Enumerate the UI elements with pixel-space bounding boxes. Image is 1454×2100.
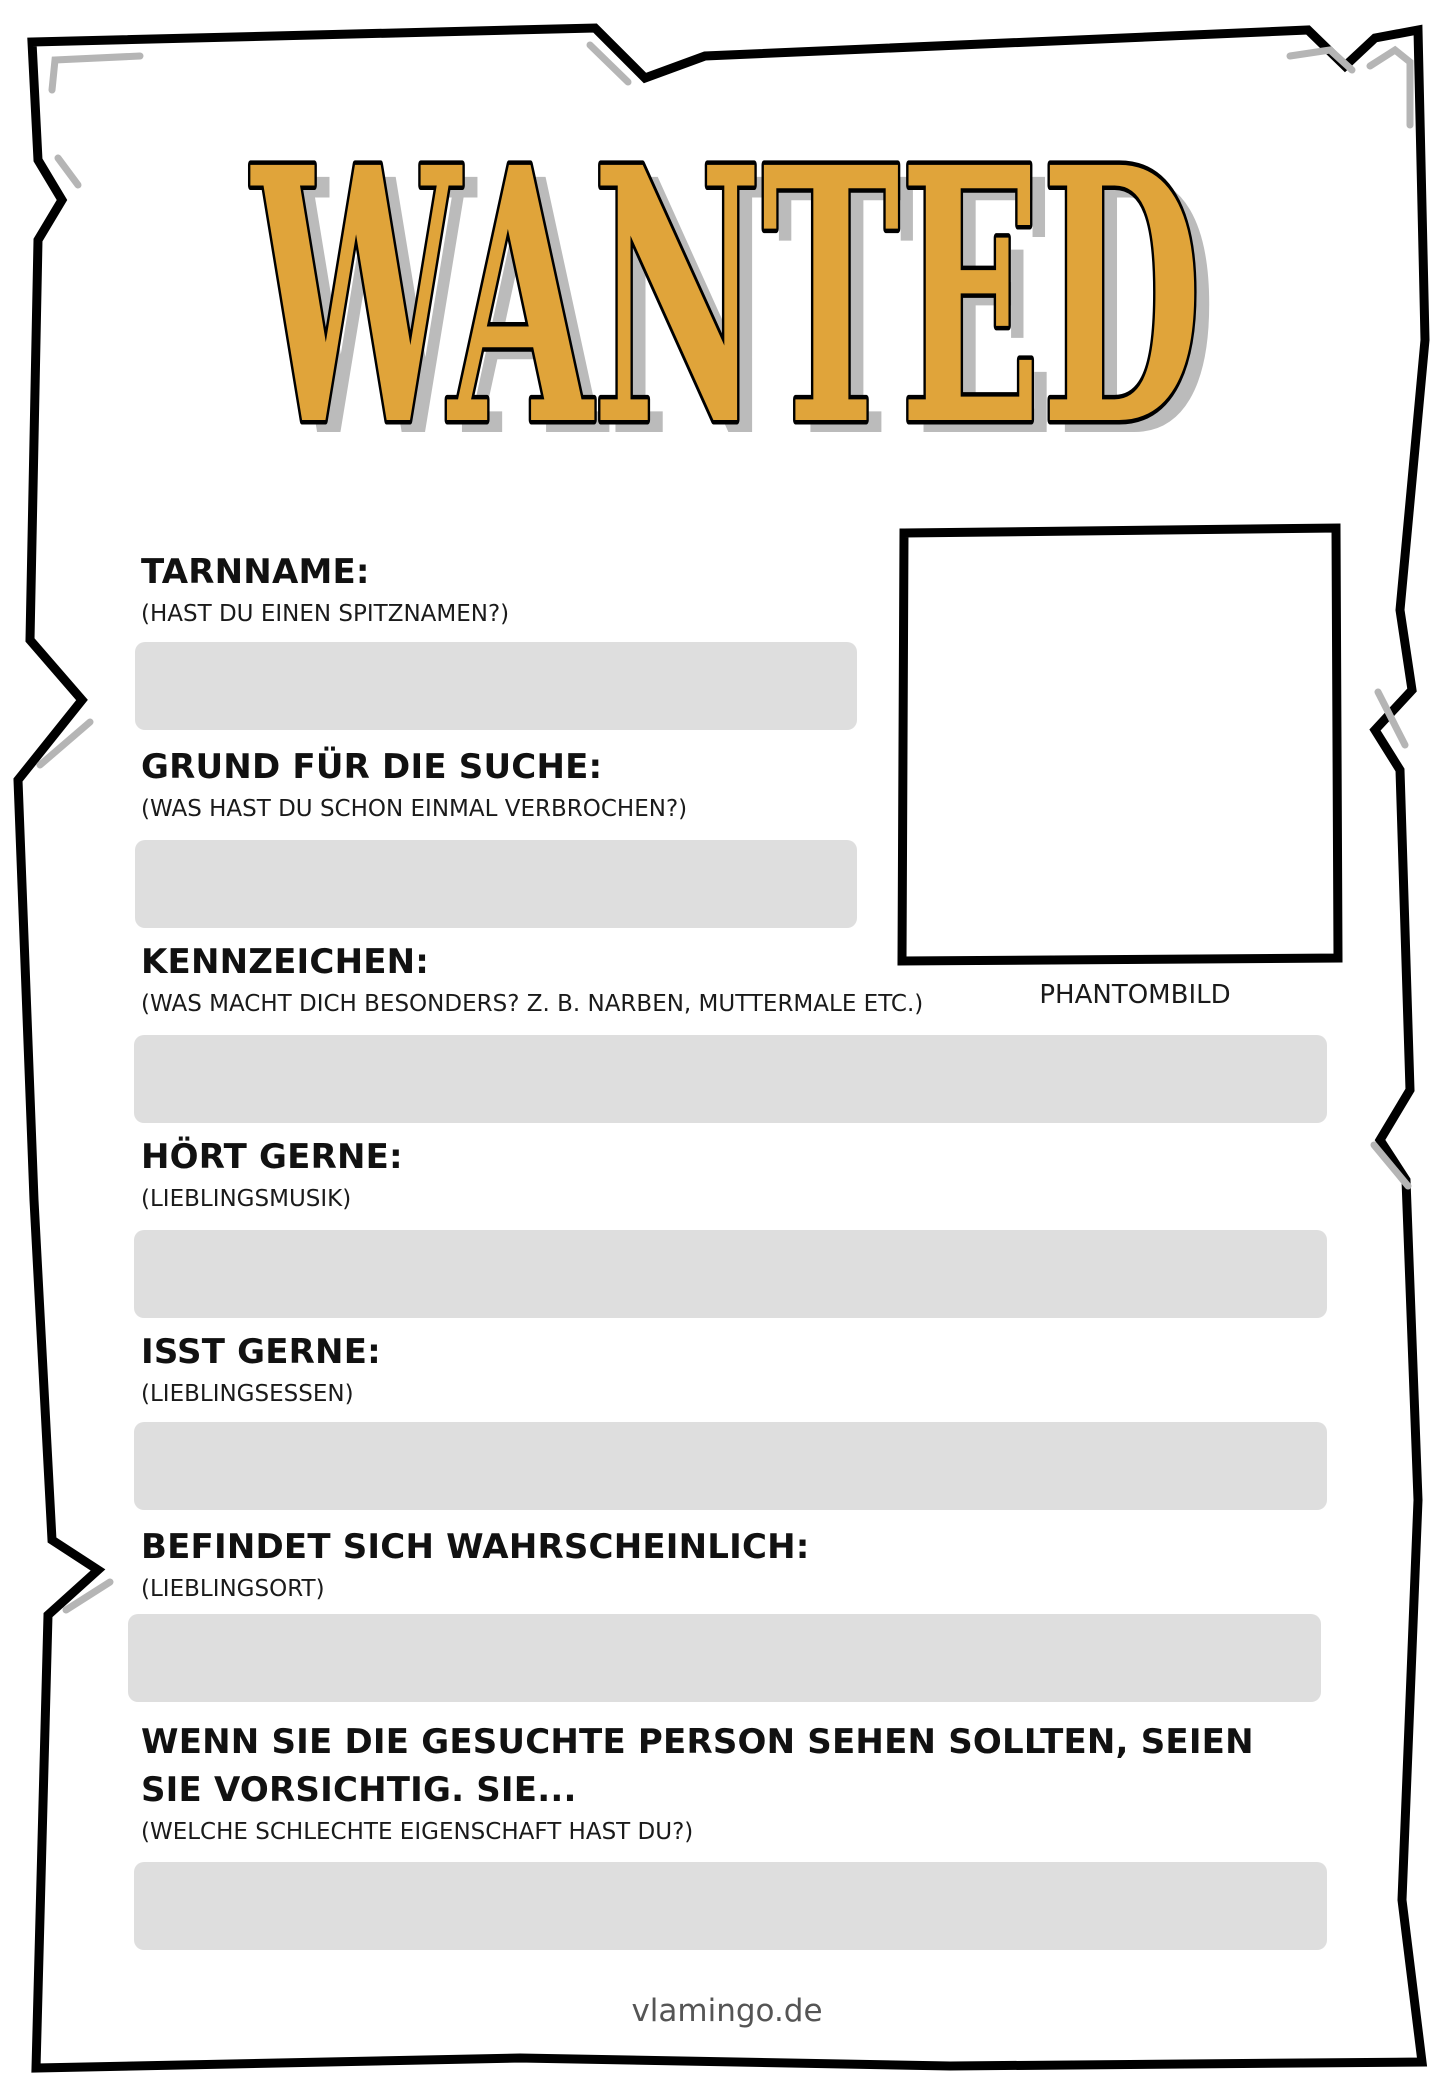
vorsicht-field[interactable]	[134, 1862, 1327, 1950]
befindet-field[interactable]	[128, 1614, 1321, 1702]
section-vorsicht	[141, 1718, 1254, 1848]
vorsicht-label-line2: SIE VORSICHTIG. SIE...	[141, 1770, 577, 1810]
section-hoert	[141, 1133, 403, 1215]
wanted-title-shadow: WANTED	[264, 150, 1217, 480]
befindet-label: BEFINDET SICH WAHRSCHEINLICH:	[141, 1527, 810, 1567]
section-grund	[141, 743, 687, 825]
hoert-label: HÖRT GERNE:	[141, 1137, 403, 1177]
wanted-title-text: WANTED	[249, 150, 1202, 480]
isst-hint: (LIEBLINGSESSEN)	[141, 1381, 354, 1407]
footer-credit: vlamingo.de	[631, 1993, 823, 2029]
tarnname-field[interactable]	[135, 642, 857, 730]
isst-field[interactable]	[134, 1422, 1327, 1510]
befindet-hint: (LIEBLINGSORT)	[141, 1576, 325, 1602]
grund-label: GRUND FÜR DIE SUCHE:	[141, 747, 603, 787]
phantom-label: PHANTOMBILD	[1039, 980, 1231, 1010]
section-tarnname	[141, 548, 509, 630]
phantom-photo-border	[902, 528, 1338, 961]
tarnname-label: TARNNAME:	[141, 552, 370, 592]
isst-label: ISST GERNE:	[141, 1332, 381, 1372]
vorsicht-hint: (WELCHE SCHLECHTE EIGENSCHAFT HAST DU?)	[141, 1819, 694, 1845]
kennzeichen-hint: (WAS MACHT DICH BESONDERS? Z. B. NARBEN, MUTTERMALE ETC.)	[141, 991, 924, 1017]
hoert-hint: (LIEBLINGSMUSIK)	[141, 1186, 352, 1212]
section-befindet	[141, 1523, 810, 1605]
section-kennzeichen	[141, 938, 923, 1020]
phantom-photo-box[interactable]	[896, 523, 1346, 967]
vorsicht-label-line1: WENN SIE DIE GESUCHTE PERSON SEHEN SOLLTEN, SEIEN	[141, 1722, 1254, 1762]
section-isst	[141, 1328, 381, 1410]
grund-hint: (WAS HAST DU SCHON EINMAL VERBROCHEN?)	[141, 796, 688, 822]
wanted-title	[0, 150, 1454, 480]
kennzeichen-field[interactable]	[134, 1035, 1327, 1123]
hoert-field[interactable]	[134, 1230, 1327, 1318]
tarnname-hint: (HAST DU EINEN SPITZNAMEN?)	[141, 601, 510, 627]
grund-field[interactable]	[135, 840, 857, 928]
kennzeichen-label: KENNZEICHEN:	[141, 942, 430, 982]
